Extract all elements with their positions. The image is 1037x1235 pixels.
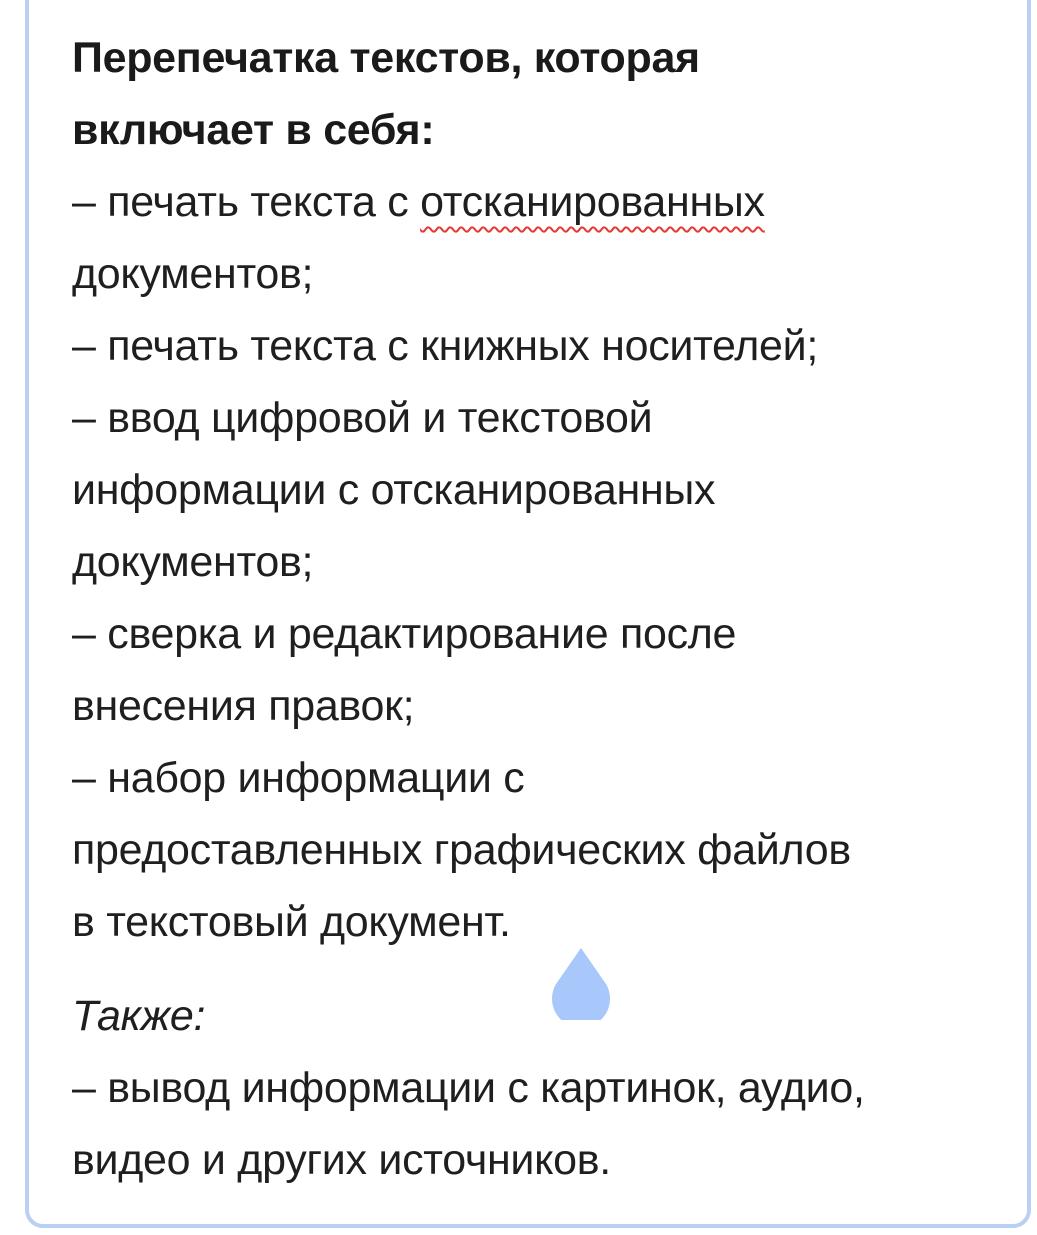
list-item-3-line-2: информации с отсканированных <box>72 466 716 514</box>
also-item-1-line-2: видео и других источников. <box>72 1136 611 1184</box>
heading-line-1: Перепечатка текстов, которая <box>72 34 700 82</box>
list-item-5-line-3: в текстовый документ. <box>72 898 511 946</box>
heading-line-2: включает в себя: <box>72 106 435 154</box>
list-item-4-line-2: внесения правок; <box>72 682 415 730</box>
list-item-5-line-1: – набор информации с <box>72 754 525 802</box>
list-item-1-continuation: документов; <box>72 250 314 298</box>
also-item-1-line-1: – вывод информации с картинок, аудио, <box>72 1064 865 1112</box>
cursor-handle-shape <box>552 948 610 1020</box>
text-cursor-handle-icon[interactable] <box>550 946 612 1020</box>
list-item-1-text: – печать текста с <box>72 178 421 226</box>
spellcheck-flagged-word[interactable]: отсканированных <box>420 178 765 226</box>
list-item-1 <box>72 166 1002 238</box>
paragraph-gap <box>72 958 1002 980</box>
also-label: Также: <box>72 992 206 1040</box>
list-item-2: – печать текста с книжных носителей; <box>72 322 818 370</box>
list-item-5-line-2: предоставленных графических файлов <box>72 826 851 874</box>
list-item-3-line-1: – ввод цифровой и текстовой <box>72 394 653 442</box>
document-content[interactable] <box>72 22 1002 1196</box>
list-item-3-line-3: документов; <box>72 538 314 586</box>
list-item-4-line-1: – сверка и редактирование после <box>72 610 737 658</box>
